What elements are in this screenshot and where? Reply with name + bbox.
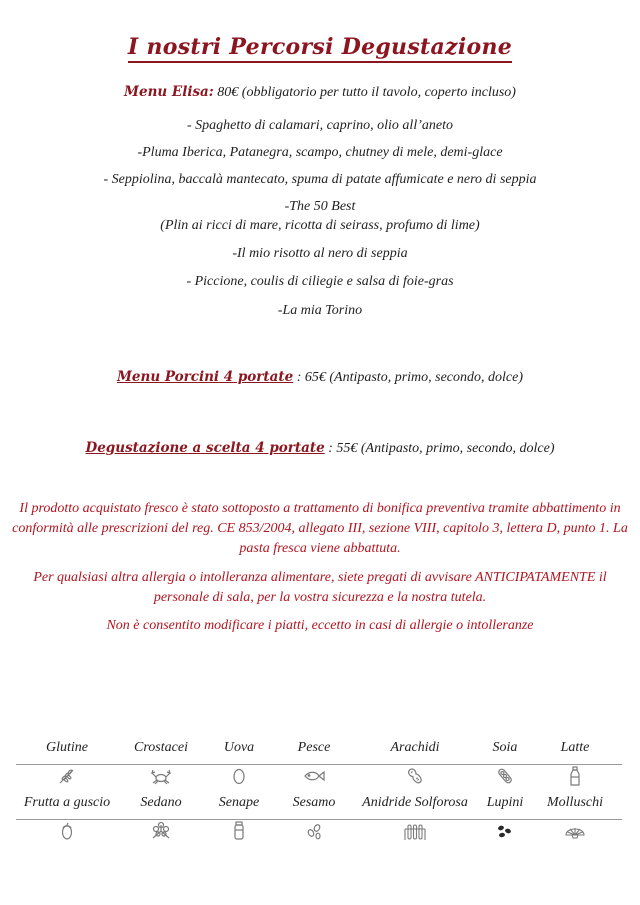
allergen-label-soia: Soia [492,740,518,755]
allergen-label-crostacei: Crostacei [134,740,188,755]
peanut-icon [403,766,427,786]
menu-scelta-price: : 55€ (Antipasto, primo, secondo, dolce) [324,441,555,456]
egg-icon [227,766,251,786]
menu-scelta-line [0,440,640,457]
test-tubes-icon [403,821,427,841]
notice-allergie: Per qualsiasi altra allergia o intolleranza alimentare, siete pregati di avvisare ANTICIPATAMENTE il personale di sala, per la vostra sicurezza e la nostra tutela. [33,570,607,605]
lupin-beans-icon [493,821,517,841]
dish-2: -Pluma Iberica, Patanegra, scampo, chutney di mele, demi-glace [137,145,503,160]
allergen-label-arachidi: Arachidi [390,740,440,755]
menu-elisa-header [0,84,640,101]
dish-7: -La mia Torino [277,303,363,318]
allergen-label-sedano: Sedano [140,795,182,810]
dish-5: -Il mio risotto al nero di seppia [232,246,408,261]
nut-icon [55,821,79,841]
fish-icon [302,766,326,786]
allergen-row2-rule [16,819,622,820]
allergen-label-frutta-guscio: Frutta a guscio [23,795,111,810]
allergen-label-senape: Senape [218,795,260,810]
wheat-icon [55,766,79,786]
dish-4: -The 50 Best [284,199,356,214]
crab-icon [149,766,173,786]
menu-porcini-name: Menu Porcini 4 portate [116,369,294,385]
dish-1: - Spaghetto di calamari, caprino, olio all’aneto [187,118,453,133]
page-title-text: I nostri Percorsi Degustazione [128,34,512,63]
allergen-label-pesce: Pesce [297,740,331,755]
allergen-label-lupini: Lupini [486,795,524,810]
notice-bonifica: Il prodotto acquistato fresco è stato sottoposto a trattamento di bonifica preventiva tramite abbattimento in conformità alle prescrizioni del reg. CE 853/2004, allegato III, sezione VIII, capitolo 3, lettera D, punto 1. La pasta fresca viene abbattuta. [12,501,628,556]
menu-elisa-price: 80€ (obbligatorio per tutto il tavolo, coperto incluso) [213,85,516,100]
menu-porcini-line [0,369,640,386]
allergen-label-sesamo: Sesamo [292,795,336,810]
celery-icon [149,821,173,841]
soy-icon [493,766,517,786]
mustard-jar-icon [227,821,251,841]
menu-porcini-price: : 65€ (Antipasto, primo, secondo, dolce) [293,370,523,385]
allergen-label-glutine: Glutine [46,740,88,755]
dish-6: - Piccione, coulis di ciliegie e salsa di foie-gras [186,274,454,289]
dish-4-detail: (Plin ai ricci di mare, ricotta di seirass, profumo di lime) [160,218,480,233]
page-title [0,34,640,60]
menu-elisa-name: Menu Elisa: [124,84,214,100]
allergen-label-molluschi: Molluschi [547,795,603,810]
menu-scelta-name: Degustazione a scelta 4 portate [85,440,325,456]
milk-bottle-icon [563,766,587,786]
notice-modifiche: Non è consentito modificare i piatti, eccetto in casi di allergie o intolleranze [106,618,534,633]
allergen-label-uova: Uova [223,740,255,755]
allergen-row1-rule [16,764,622,765]
shell-icon [563,821,587,841]
allergen-label-latte: Latte [560,740,590,755]
dish-3: - Seppiolina, baccalà mantecato, spuma di patate affumicate e nero di seppia [103,172,537,187]
sesame-icon [302,821,326,841]
allergen-label-anidride-solforosa: Anidride Solforosa [362,795,468,810]
